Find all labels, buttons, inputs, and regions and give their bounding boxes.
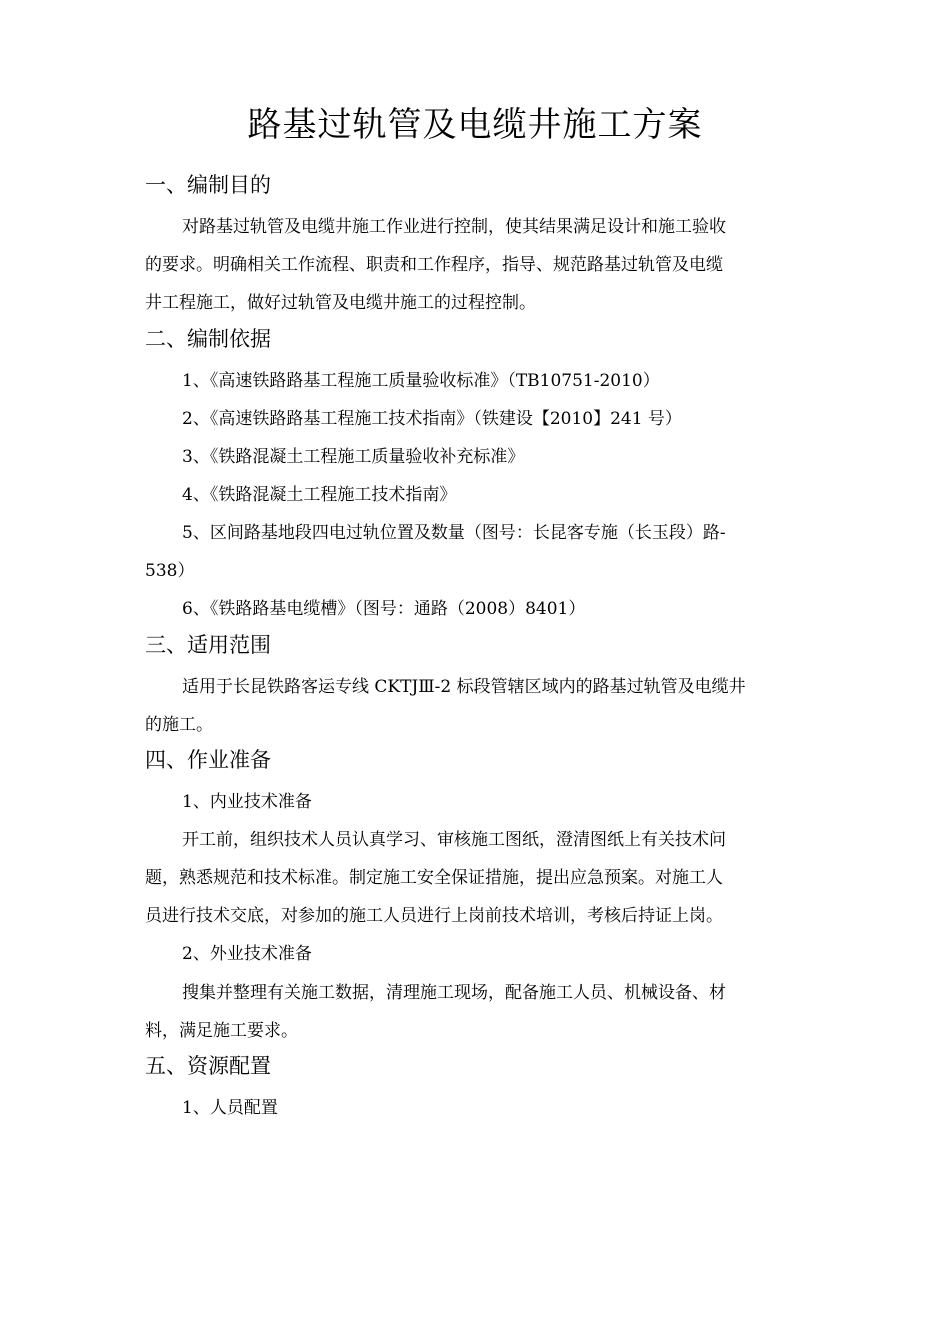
section-heading-resources: 五、资源配置 bbox=[145, 1054, 271, 1078]
paragraph-line: 对路基过轨管及电缆井施工作业进行控制，使其结果满足设计和施工验收 bbox=[182, 217, 726, 237]
paragraph-line: 的施工。 bbox=[145, 715, 213, 735]
section-heading-purpose: 一、编制目的 bbox=[145, 173, 271, 197]
paragraph-line: 开工前，组织技术人员认真学习、审核施工图纸，澄清图纸上有关技术问 bbox=[182, 830, 726, 850]
reference-item: 1、《高速铁路路基工程施工质量验收标准》（TB10751-2010） bbox=[182, 371, 660, 391]
section-heading-basis: 二、编制依据 bbox=[145, 327, 271, 351]
section-heading-preparation: 四、作业准备 bbox=[145, 748, 271, 772]
subheading-internal-prep: 1、内业技术准备 bbox=[182, 792, 312, 812]
reference-item-continuation: 538） bbox=[145, 561, 195, 581]
paragraph-line: 料，满足施工要求。 bbox=[145, 1021, 298, 1041]
document-title: 路基过轨管及电缆井施工方案 bbox=[247, 105, 703, 145]
reference-item: 3、《铁路混凝土工程施工质量验收补充标准》 bbox=[182, 447, 525, 467]
section-heading-scope: 三、适用范围 bbox=[145, 633, 271, 657]
subheading-staffing: 1、人员配置 bbox=[182, 1098, 278, 1118]
paragraph-line: 的要求。明确相关工作流程、职责和工作程序，指导、规范路基过轨管及电缆 bbox=[145, 255, 723, 275]
subheading-external-prep: 2、外业技术准备 bbox=[182, 944, 312, 964]
paragraph-line: 题，熟悉规范和技术标准。制定施工安全保证措施，提出应急预案。对施工人 bbox=[145, 868, 723, 888]
paragraph-line: 井工程施工，做好过轨管及电缆井施工的过程控制。 bbox=[145, 293, 536, 313]
paragraph-line: 适用于长昆铁路客运专线 CKTJⅢ-2 标段管辖区域内的路基过轨管及电缆井 bbox=[182, 677, 746, 697]
paragraph-line: 搜集并整理有关施工数据，清理施工现场，配备施工人员、机械设备、材 bbox=[182, 983, 726, 1003]
reference-item: 6、《铁路路基电缆槽》（图号：通路（2008）8401） bbox=[182, 599, 586, 619]
paragraph-line: 员进行技术交底，对参加的施工人员进行上岗前技术培训，考核后持证上岗。 bbox=[145, 906, 723, 926]
reference-item: 4、《铁路混凝土工程施工技术指南》 bbox=[182, 485, 457, 505]
reference-item: 5、区间路基地段四电过轨位置及数量（图号：长昆客专施（长玉段）路- bbox=[182, 523, 726, 543]
reference-item: 2、《高速铁路路基工程施工技术指南》（铁建设【2010】241 号） bbox=[182, 409, 682, 429]
